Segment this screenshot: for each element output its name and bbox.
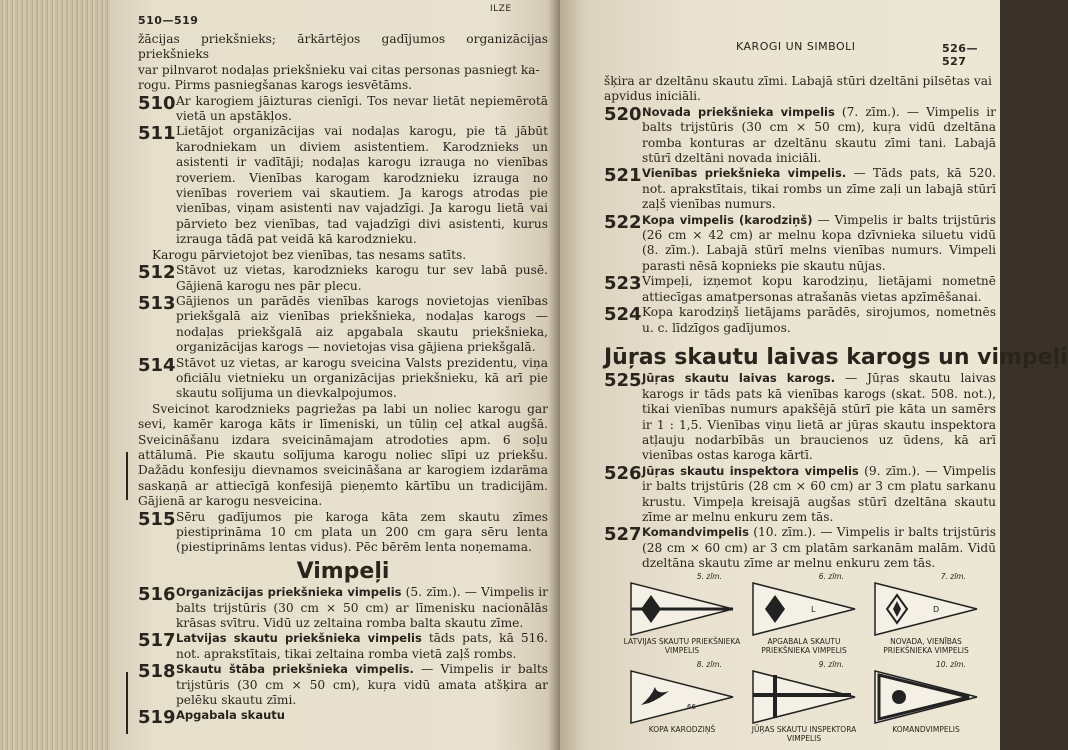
intro-line: var pilnvarot nodaļas priekšnieku vai citas personas pasniegt ka- <box>138 62 540 77</box>
intro-line: žācijas priekšnieks; ārkārtējos gadījumos organizācijas priekšnieks <box>138 32 548 62</box>
figure-number: 6. zīm. <box>818 572 844 581</box>
figure-number: 10. zīm. <box>935 660 966 669</box>
paragraph-entry <box>604 371 996 463</box>
paragraph-entry <box>604 166 996 212</box>
paragraph-number: 519 <box>138 707 176 729</box>
pennant-mark: D <box>933 605 940 614</box>
pennant-figure <box>744 660 864 743</box>
paragraph-entry <box>604 305 996 336</box>
paragraph-text: Kopa karodziņš lietājams parādēs, sirojumos, nometnēs u. c. līdzīgos gadījumos. <box>642 305 996 335</box>
paragraph-number: 510 <box>138 92 176 114</box>
paragraph-number: 512 <box>138 262 176 284</box>
figure-caption: LATVIJAS SKAUTU PRIEKŠNIEKA VIMPELIS <box>623 637 741 655</box>
paragraph-text: — Jūŗas skautu laivas karogs ir tāds pats kā vienības karogs (skat. 508. not.), tikai vienības numurs apakšējā stūrī pie kāta un samērs ir 1 : 1,5. Vienības viņu lietā ar jūŗas skautu inspektora atļauju nodarbībās un braucienos uz ūdens, kā arī vienības ostas karoga kārtī. <box>642 371 996 463</box>
paragraph-entry <box>138 662 548 708</box>
paragraph-number: 523 <box>604 273 642 295</box>
paragraph-heading: Jūŗas skautu inspektora vimpelis <box>642 463 859 478</box>
paragraph-number: 513 <box>138 292 176 314</box>
paragraph-entry <box>604 213 996 275</box>
pennant-figure <box>866 572 986 655</box>
pennant-mark: L <box>811 605 816 614</box>
left-page-text <box>138 32 548 727</box>
paragraph-entry <box>604 525 996 571</box>
paragraph-entry <box>138 294 548 356</box>
paragraph-number: 524 <box>604 304 642 326</box>
paragraph-text: Stāvot uz vietas, ar karogu sveicina Valsts prezidentu, viņa oficiālu vietnieku un organizācijas priekšnieku, kā arī pie skautu solījuma un dievkalpojumos. <box>176 355 548 401</box>
paragraph-continuation: Sveicinot karodznieks pagriežas pa labi un noliec karogu gar sevi, kamēr karoga kāts ir līmeniski, un tūliņ ceļ atkal augšā. Sveicināšanu izdara sveicināmajam atrodoties apm. 6 soļu attālumā. Pie skautu solījuma karogu noliec slīpi uz priekšu. Dažādu konfesiju dievnamos sveicināšana ar karogiem izdarāma saskaņā ar attiecīgā konfesijā pieņemto kārtību un tradicijām. Gājienā ar karogu nesveicina. <box>138 401 548 509</box>
paragraph-number: 527 <box>604 524 642 546</box>
paragraph-entry <box>604 274 996 305</box>
intro-line: šķira ar dzeltānu skautu zīmi. Labajā stūri dzeltāni pilsētas vai <box>604 74 992 88</box>
intro-line: rogu. Pirms pasniegšanas karogs iesvētāms. <box>138 78 413 93</box>
paragraph-text: (7. zīm.). — Vimpelis ir balts trijstūris (30 cm × 50 cm), kuŗa vidū dzeltāna romba konturas ar dzeltānu skautu zīmi tani. Labajā stūrī dzeltāni novada iniciāli. <box>642 104 996 166</box>
paragraph-number: 514 <box>138 354 176 376</box>
figure-caption: JŪŖAS SKAUTU INSPEKTORA VIMPELIS <box>751 725 857 743</box>
paragraph-heading: Apgabala skautu <box>176 708 285 723</box>
pennant-flag-icon <box>873 581 979 637</box>
pennant-figures <box>622 572 1000 750</box>
margin-change-bar <box>126 452 128 500</box>
paragraph-text: (10. zīm.). — Vimpelis ir balts trijstūris (28 cm × 60 cm) ar 3 cm platām sarkanām malām. Vidū dzeltāna skautu zīme ar melnu enkuru zem tās. <box>642 525 996 571</box>
figure-number: 5. zīm. <box>696 572 722 581</box>
pennant-figure <box>622 660 742 734</box>
paragraph-text: Sēru gadījumos pie karoga kāta zem skautu zīmes piestiprināma 10 cm plata un 200 cm gaŗa sēru lenta (piestiprināms lentas vidus). Pēc bērēm lenta noņemama. <box>176 509 548 555</box>
paragraph-number: 511 <box>138 123 176 145</box>
paragraph-number: 515 <box>138 508 176 530</box>
paragraph-entry <box>138 94 548 125</box>
figure-number: 7. zīm. <box>940 572 966 581</box>
right-running-head-pages: 526—527 <box>942 42 978 68</box>
paragraph-entry <box>138 263 548 294</box>
paragraph-heading: Novada priekšnieka vimpelis <box>642 104 835 119</box>
section-title: Jūŗas skautu laivas karogs un vimpeļi <box>604 344 1068 370</box>
pennant-figure <box>744 572 864 655</box>
figure-caption: KOPA KARODZIŅŠ <box>648 725 716 734</box>
paragraph-heading: Jūŗas skautu laivas karogs. <box>642 371 836 386</box>
paragraph-continuation: Karogu pārvietojot bez vienības, tas nesams satīts. <box>152 247 467 262</box>
paragraph-text: — Vimpelis ir balts trijstūris (30 cm × 50 cm), kuŗa vidū amata atšķira ar pelēku skautu zīmi. <box>176 662 548 708</box>
pennant-figure <box>622 572 742 655</box>
figure-caption: KOMANDVIMPELIS <box>892 725 960 734</box>
paragraph-entry <box>138 631 548 662</box>
paragraph-number: 526 <box>604 462 642 484</box>
paragraph-entry <box>604 464 996 526</box>
paragraph-heading: Organizācijas priekšnieka vimpelis <box>176 585 402 600</box>
left-running-head: 510—519 <box>138 14 199 27</box>
paragraph-text: Stāvot uz vietas, karodznieks karogu tur sev labā pusē. Gājienā karogu nes pār plecu. <box>176 263 548 293</box>
paragraph-text: tāds pats, kā 516. not. aprakstītais, tikai zeltaina romba vietā zaļš rombs. <box>176 631 548 661</box>
paragraph-entry <box>138 585 548 631</box>
section-title: Vimpeļi <box>296 558 390 584</box>
paragraph-entry <box>138 708 548 727</box>
paragraph-number: 521 <box>604 165 642 187</box>
paragraph-entry <box>138 510 548 556</box>
pennant-flag-icon <box>751 669 857 725</box>
intro-line: apvidus iniciāli. <box>604 89 701 104</box>
paragraph-text: — Vimpelis ir balts trijstūris (26 cm × 42 cm) ar melnu kopa dzīvnieka siluetu vidū (8. zīm.). Labajā stūrī melns vienības numurs. Vimpeli parasti nēsā kopnieks pie skautu nūjas. <box>642 212 996 273</box>
left-page <box>110 0 560 750</box>
figure-caption: NOVADA, VIENĪBAS PRIEKŠNIEKA VIMPELIS <box>883 637 969 655</box>
paragraph-heading: Vienības priekšnieka vimpelis. <box>642 166 847 181</box>
paragraph-text: Ar karogiem jāizturas cienīgi. Tos nevar lietāt nepiemērotā vietā un apstākļos. <box>176 93 548 124</box>
page-stack-edge <box>0 0 120 750</box>
paragraph-text: Gājienos un parādēs vienības karogs novietojas vienības priekšgalā aiz vienības priekšnieka, nodaļas karogs — nodaļas priekšgalā aiz apgabala skautu priekšnieka, organizācijas karogs — novietojas visa gājiena priekšgalā. <box>176 293 548 355</box>
left-header-fragment: ILZE <box>490 4 512 14</box>
pennant-flag-icon <box>629 581 735 637</box>
paragraph-number: 522 <box>604 211 642 233</box>
right-running-head-title: KAROGI UN SIMBOLI <box>736 40 856 53</box>
margin-change-bar <box>126 672 128 734</box>
paragraph-number: 520 <box>604 103 642 125</box>
pennant-mark: 66 <box>687 703 696 711</box>
paragraph-text: Vimpeļi, izņemot kopu karodziņu, lietājami nometnē attiecīgas amatpersonas atrašanās vietas apzīmēšanai. <box>642 274 996 304</box>
paragraph-text: — Tāds pats, kā 520. not. aprakstītais, tikai rombs un zīme zaļi un labajā stūrī zaļš vienības numurs. <box>642 166 997 212</box>
paragraph-heading: Latvijas skautu priekšnieka vimpelis <box>176 631 422 646</box>
paragraph-text: (5. zīm.). — Vimpelis ir balts trijstūris (30 cm × 50 cm) ar līmenisku nacionālās krāsas svītru. Vidū uz zeltaina romba balta skautu zīme. <box>176 585 548 631</box>
paragraph-entry <box>138 356 548 402</box>
paragraph-number: 525 <box>604 370 642 392</box>
paragraph-entry <box>138 124 548 247</box>
paragraph-heading: Komandvimpelis <box>642 525 749 540</box>
paragraph-text: Lietājot organizācijas vai nodaļas karogu, pie tā jābūt karodniekam un diviem asistentiem. Karodznieks un asistenti ir vadītāji; nodaļas karogu izrauga no vienības roveriem. Vienības karogam karodznieku izrauga no vienības roveriem vai skautiem. Ja karogs atrodas pie vienības, viņam asistenti nav vajadzīgi. Ja karogu lietā vai pārvieto bez vienības, tad vajadzīgi divi asistenti, kurus izrauga tādā pat veidā kā karodznieku. <box>176 124 548 247</box>
figure-number: 8. zīm. <box>696 660 722 669</box>
figure-number: 9. zīm. <box>818 660 844 669</box>
pennant-flag-icon <box>629 669 735 725</box>
pennant-flag-icon <box>873 669 979 725</box>
pennant-flag-icon <box>751 581 857 637</box>
paragraph-text: (9. zīm.). — Vimpelis ir balts trijstūris (28 cm × 60 cm) ar 3 cm platu sarkanu krustu. Vimpeļa kreisajā augšas stūrī dzeltāna skautu zīme ar melnu enkuru zem tās. <box>642 463 996 524</box>
paragraph-entry <box>604 105 996 167</box>
pennant-figure <box>866 660 986 734</box>
right-page-text <box>604 74 1068 572</box>
paragraph-number: 516 <box>138 584 176 606</box>
paragraph-number: 518 <box>138 661 176 683</box>
paragraph-heading: Skautu štāba priekšnieka vimpelis. <box>176 662 414 677</box>
paragraph-number: 517 <box>138 630 176 652</box>
paragraph-heading: Kopa vimpelis (karodziņš) <box>642 212 813 227</box>
figure-caption: APGABALA SKAUTU PRIEKŠNIEKA VIMPELIS <box>761 637 847 655</box>
